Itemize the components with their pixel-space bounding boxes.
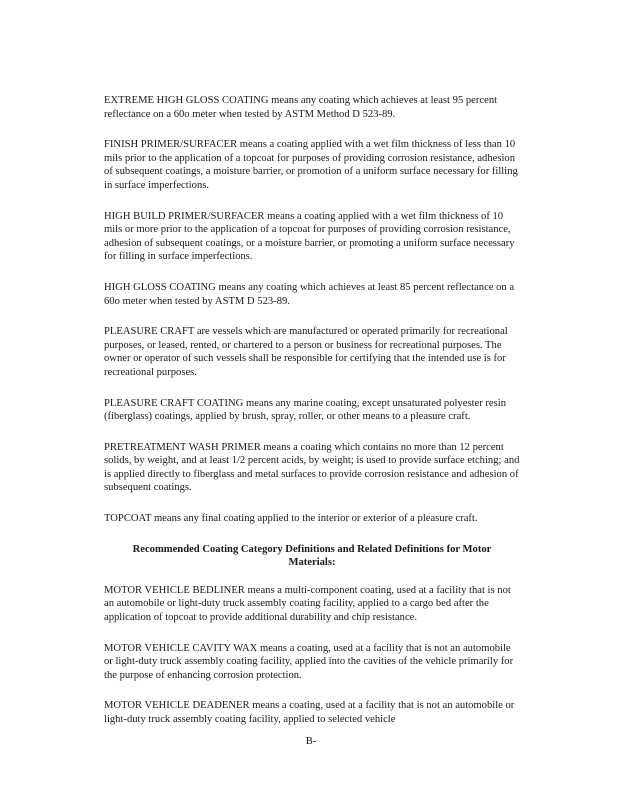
definition-term: MOTOR VEHICLE BEDLINER [104, 584, 245, 596]
definition-term: PLEASURE CRAFT COATING [104, 397, 244, 409]
definition-text: are vessels which are manufactured or operated primarily for recreational purposes, or leased, rented, or chartered to a person or business for recreational purposes. The owner or operator of such vessels shall be responsible for certifying that the intended use is for recreational purposes. [104, 326, 508, 378]
definition-term: EXTREME HIGH GLOSS COATING [104, 95, 269, 106]
definition-high-gloss-coating [104, 281, 520, 308]
definition-term: TOPCOAT [104, 513, 152, 525]
definition-text: means any final coating applied to the interior or exterior of a pleasure craft. [151, 513, 478, 525]
definition-high-build-primer-surfacer [104, 210, 520, 264]
definition-term: HIGH BUILD PRIMER/SURFACER [104, 210, 265, 222]
definition-term: MOTOR VEHICLE DEADENER [104, 700, 250, 712]
section-heading [104, 543, 520, 570]
definition-pleasure-craft-coating [104, 397, 520, 424]
page-number: B- [305, 736, 317, 747]
definition-term: HIGH GLOSS COATING [104, 281, 216, 293]
definition-text: means any coating which achieves at least 95 percent reflectance on a 60o meter when tested by ASTM Method D 523-89. [104, 95, 498, 120]
section-heading-line: Recommended Coating Category Definitions and Related Definitions for Motor [132, 543, 492, 555]
definition-term: FINISH PRIMER/SURFACER [104, 139, 238, 151]
section-heading-line: Materials: [288, 557, 336, 569]
document-body [104, 94, 520, 744]
definition-text: means a coating, used at a facility that is not an automobile or light-duty truck assembly coating facility, applied into the cavities of the vehicle primarily for the purpose of enhancing corrosion protection. [104, 642, 514, 681]
definition-pretreatment-wash-primer [104, 441, 520, 495]
definition-motor-vehicle-cavity-wax [104, 642, 520, 683]
page-number-footer [0, 735, 618, 748]
definition-pleasure-craft [104, 325, 520, 379]
definition-finish-primer-surfacer [104, 138, 520, 192]
definition-text: means a coating, used at a facility that is not an automobile or light-duty truck assembly coating facility, applied to selected vehicle [104, 700, 515, 725]
definition-term: PLEASURE CRAFT [104, 326, 195, 338]
definition-motor-vehicle-deadener [104, 699, 520, 726]
definition-motor-vehicle-bedliner [104, 584, 520, 625]
definition-text: means a multi-component coating, used at a facility that is not an automobile or light-duty truck assembly coating facility, applied to a cargo bed after the application of topcoat to provide additional durability and chip resistance. [104, 584, 511, 624]
definition-text: means a coating applied with a wet film thickness of 10 mils or more prior to the application of a topcoat for purposes of providing corrosion resistance, adhesion of subsequent coatings, or a moisture barrier, or promoting a uniform surface necessary for filling in surface imperfections. [104, 210, 515, 263]
definition-text: means a coating applied with a wet film thickness of less than 10 mils prior to the application of a topcoat for purposes of providing corrosion resistance, adhesion of subsequent coatings, a moisture barrier, or promotion of a uniform surface necessary for filling in surface imperfections. [104, 139, 518, 191]
definition-text: means any marine coating, except unsaturated polyester resin (fiberglass) coatings, applied by brush, spray, roller, or other means to a pleasure craft. [104, 397, 506, 423]
definition-text: means a coating which contains no more than 12 percent solids, by weight, and at least 1/2 percent acids, by weight; is used to provide surface etching; and is applied directly to fiberglass and metal surfaces to provide corrosion resistance and adhesion of subsequent coatings. [104, 441, 520, 494]
definition-extreme-high-gloss-coating [104, 94, 520, 121]
definition-text: means any coating which achieves at least 85 percent reflectance on a 60o meter when tested by ASTM D 523-89. [104, 281, 515, 307]
definition-topcoat [104, 512, 520, 526]
definition-term: MOTOR VEHICLE CAVITY WAX [104, 642, 258, 654]
definition-term: PRETREATMENT WASH PRIMER [104, 441, 261, 453]
